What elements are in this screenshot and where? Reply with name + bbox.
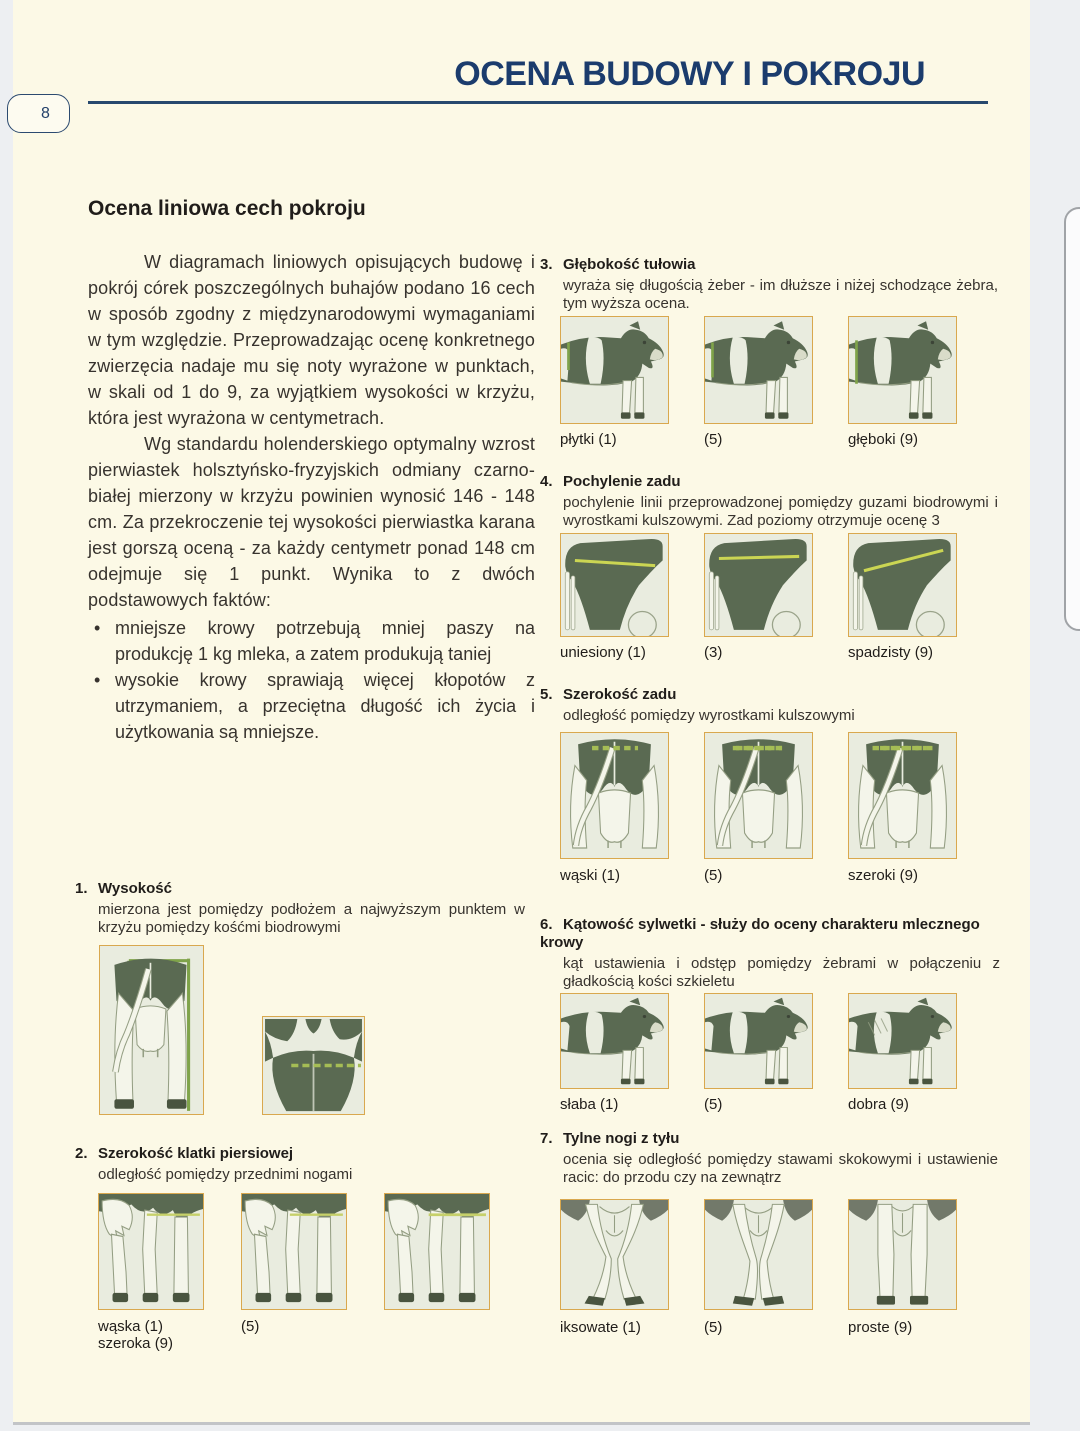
cow-rear-width-figure-wide <box>848 732 957 859</box>
bullet-item <box>88 667 535 745</box>
figure-label: wąski (1) <box>560 866 621 884</box>
cow-depth-figure-shallow <box>560 316 669 424</box>
section-szerokosc-zadu <box>540 686 998 884</box>
bullet-list <box>88 615 535 745</box>
intro-paragraph-2: Wg standardu holenderskiego optymalny wzrost pierwiastek holsztyńsko-fryzyjskich odmiany czarno-białej mierzony w krzyżu powinien wynosić 146 - 148 cm. Za przekroczenie tej wysokości pierwiastka karana jest gorszą oceną - za każdy centymetr ponad 148 cm odejmuje się 1 punkt. Wynika to z dwóch podstawowych faktów: <box>88 434 535 610</box>
intro-block <box>88 197 535 745</box>
figure-label: (5) <box>704 431 723 448</box>
cow-rump-slope-figure-raised <box>560 533 669 637</box>
cow-chest-figure-medium <box>241 1193 347 1310</box>
section-title: Szerokość klatki piersiowej <box>98 1145 294 1162</box>
figure-label: (5) <box>704 1319 723 1336</box>
section-heading <box>540 686 998 704</box>
scrollbar-thumb[interactable] <box>1064 207 1080 631</box>
figure-label: wąska (1) <box>98 1317 164 1335</box>
section-number: 2. <box>75 1145 88 1162</box>
cow-rump-slope-figure-sloped <box>848 533 957 637</box>
section-number: 4. <box>540 473 553 490</box>
page-number-tab <box>7 94 70 133</box>
section-description: ocenia się odległość pomiędzy stawami skokowymi i ustawienie racic: do przodu czy na zewnątrz <box>563 1151 998 1186</box>
bullet-text: mniejsze krowy potrzebują mniej paszy na produkcję 1 kg mleka, a zatem produkują taniej <box>115 618 535 664</box>
document-page <box>13 0 1030 1425</box>
section-number: 5. <box>540 686 553 703</box>
section-title: Szerokość zadu <box>563 686 677 703</box>
section-description: kąt ustawienia i odstęp pomiędzy żebrami w połączeniu z gładkością kości szkieletu <box>563 955 1000 990</box>
figure-label: (5) <box>704 1096 723 1113</box>
figure-labels <box>560 1096 1000 1113</box>
section-szerokosc-klatki <box>75 1145 525 1352</box>
cow-depth-figure-deep <box>848 316 957 424</box>
page-title: OCENA BUDOWY I POKROJU <box>454 55 925 93</box>
section-number: 6. <box>540 916 553 933</box>
intro-heading: Ocena liniowa cech pokroju <box>88 197 366 220</box>
cow-hind-legs-figure-medium <box>704 1199 813 1310</box>
figure-labels <box>560 1319 998 1336</box>
figure-labels <box>560 431 998 448</box>
section-katowosc-sylwetki <box>540 916 1000 1113</box>
section-title: Głębokość tułowia <box>563 256 696 273</box>
bullet-text: wysokie krowy sprawiają więcej kłopotów z utrzymaniem, a przeciętna długość ich życia i użytkowania są mniejsze. <box>115 670 535 742</box>
figure-label: dobra (9) <box>848 1096 909 1113</box>
section-number: 3. <box>540 256 553 273</box>
section-description: mierzona jest pomiędzy podłożem a najwyższym punktem w krzyżu pomiędzy kośćmi biodrowymi <box>98 901 525 936</box>
figure-label: szeroka (9) <box>98 1334 174 1352</box>
cow-rear-width-figure-narrow <box>560 732 669 859</box>
cow-angularity-figure-medium <box>704 993 813 1089</box>
section-description: wyraża się długością żeber - im dłuższe i niżej schodzące żebra, tym wyższa ocena. <box>563 277 998 312</box>
cow-angularity-figure-weak <box>560 993 669 1089</box>
section-heading <box>75 880 525 898</box>
section-description: pochylenie linii przeprowadzonej pomiędzy guzami biodrowymi i wyrostkami kulszowymi. Zad poziomy otrzymuje ocenę 3 <box>563 494 998 529</box>
figure-label: słaba (1) <box>560 1096 619 1113</box>
cow-chest-figure-narrow <box>98 1193 204 1310</box>
figure-labels <box>560 644 998 661</box>
figure-label: spadzisty (9) <box>848 644 934 661</box>
figure-label: iksowate (1) <box>560 1319 641 1336</box>
section-title: Wysokość <box>98 880 172 897</box>
section-title: Kątowość sylwetki - służy do oceny charakteru mlecznego krowy <box>540 916 980 951</box>
section-description: odległość pomiędzy wyrostkami kulszowymi <box>563 707 855 724</box>
cow-hind-legs-figure-cowhocked <box>560 1199 669 1310</box>
cow-hind-legs-figure-straight <box>848 1199 957 1310</box>
cow-rear-width-figure-medium <box>704 732 813 859</box>
section-title: Pochylenie zadu <box>563 473 681 490</box>
section-heading <box>540 256 998 274</box>
figure-label: głęboki (9) <box>848 431 919 448</box>
figure-label: (3) <box>704 644 723 661</box>
section-heading <box>540 473 998 491</box>
section-number: 1. <box>75 880 88 897</box>
page-number: 8 <box>41 104 50 122</box>
section-heading <box>540 1130 998 1148</box>
figure-label: proste (9) <box>848 1319 913 1336</box>
section-tylne-nogi <box>540 1130 998 1336</box>
figure-label: płytki (1) <box>560 431 617 448</box>
section-description: odległość pomiędzy przednimi nogami <box>98 1166 353 1183</box>
cow-rump-closeup-figure <box>262 1016 365 1115</box>
figure-labels <box>98 1318 525 1352</box>
cow-rump-slope-figure-level <box>704 533 813 637</box>
header-rule <box>88 101 988 104</box>
section-heading <box>75 1145 525 1163</box>
cow-rear-height-figure <box>99 945 204 1115</box>
section-heading <box>540 916 1000 952</box>
section-glebokosc-tulowia <box>540 256 998 448</box>
intro-paragraph-1: W diagramach liniowych opisujących budowę i pokrój córek poszczególnych buhajów podano 16 cech w sposób zgodny z międzynarodowymi wymaganiami w tym względzie. Przeprowadzając ocenę konkretnego zwierzęcia nadaje mu się noty wyrażone w punktach, w skali od 1 do 9, za wyjątkiem wysokości w krzyżu, która jest wyrażona w centymetrach. <box>88 252 535 428</box>
bullet-item <box>88 615 535 667</box>
figure-label: szeroki (9) <box>848 866 919 884</box>
section-title: Tylne nogi z tyłu <box>563 1130 680 1147</box>
cow-depth-figure-medium <box>704 316 813 424</box>
figure-label: (5) <box>704 866 723 884</box>
section-number: 7. <box>540 1130 553 1147</box>
cow-angularity-figure-good <box>848 993 957 1089</box>
figure-label: uniesiony (1) <box>560 644 646 661</box>
cow-chest-figure-wide <box>384 1193 490 1310</box>
figure-labels <box>560 867 998 884</box>
section-wysokosc <box>75 880 525 1115</box>
figure-label: (5) <box>241 1317 260 1335</box>
section-pochylenie-zadu <box>540 473 998 661</box>
